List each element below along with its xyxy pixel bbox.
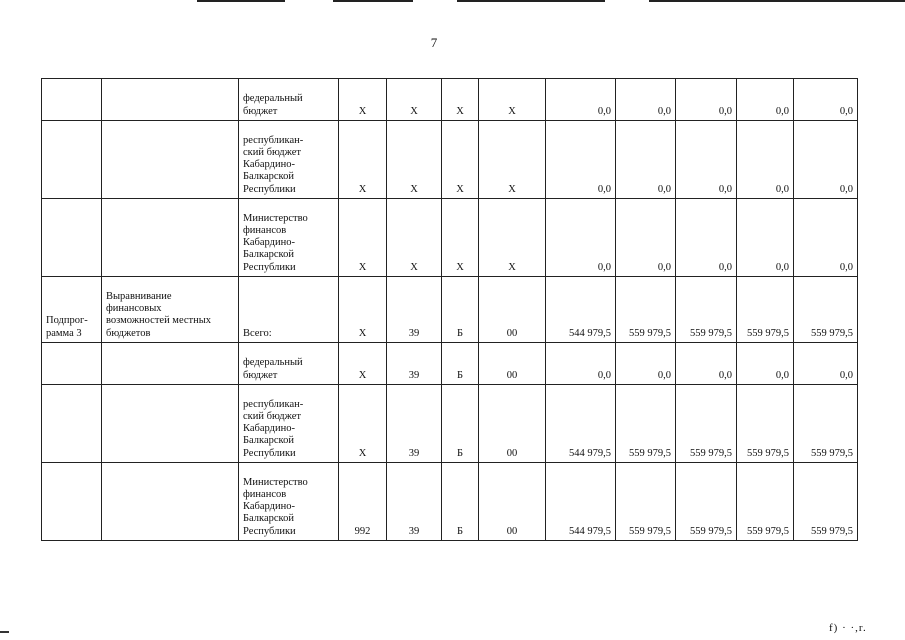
cell-code [42, 343, 102, 385]
cell-year-3: 559 979,5 [676, 385, 737, 463]
top-rule-1 [197, 0, 285, 2]
cell-title [102, 385, 239, 463]
cell-year-3: 0,0 [676, 343, 737, 385]
cell-year-5: 0,0 [794, 121, 858, 199]
cell-grbs: Х [339, 79, 387, 121]
cell-source: Министерство финансов Кабардино- Балкарской Республики [239, 199, 339, 277]
cell-grbs: Х [339, 121, 387, 199]
cell-source: федеральный бюджет [239, 79, 339, 121]
table-row [42, 463, 858, 541]
cell-year-3: 0,0 [676, 121, 737, 199]
cell-year-2: 559 979,5 [616, 277, 676, 343]
cell-year-1: 0,0 [546, 199, 616, 277]
page-number: 7 [430, 35, 438, 50]
table-row [42, 121, 858, 199]
cell-title [102, 463, 239, 541]
cell-title: Выравнивание финансовых возможностей местных бюджетов [102, 277, 239, 343]
cell-year-4: 0,0 [737, 79, 794, 121]
cell-title [102, 121, 239, 199]
cell-csr: 00 [479, 277, 546, 343]
cell-year-1: 0,0 [546, 343, 616, 385]
cell-rz: 39 [387, 343, 442, 385]
cell-year-2: 559 979,5 [616, 463, 676, 541]
cell-code [42, 121, 102, 199]
cell-year-4: 559 979,5 [737, 277, 794, 343]
cell-year-3: 0,0 [676, 79, 737, 121]
cell-pr: Х [442, 199, 479, 277]
table-row [42, 199, 858, 277]
cell-year-4: 0,0 [737, 343, 794, 385]
footer-mark: f) · ·,r. [829, 622, 867, 634]
cell-year-4: 559 979,5 [737, 463, 794, 541]
cell-year-4: 0,0 [737, 121, 794, 199]
cell-grbs: 992 [339, 463, 387, 541]
cell-year-5: 559 979,5 [794, 463, 858, 541]
cell-title [102, 79, 239, 121]
table-row [42, 385, 858, 463]
cell-year-5: 559 979,5 [794, 385, 858, 463]
cell-year-1: 544 979,5 [546, 277, 616, 343]
cell-code: Подпрог- рамма 3 [42, 277, 102, 343]
cell-year-1: 544 979,5 [546, 463, 616, 541]
cell-rz: Х [387, 79, 442, 121]
cell-csr: 00 [479, 463, 546, 541]
cell-csr: Х [479, 79, 546, 121]
cell-year-2: 0,0 [616, 199, 676, 277]
cell-year-3: 0,0 [676, 199, 737, 277]
cell-title [102, 199, 239, 277]
cell-year-1: 544 979,5 [546, 385, 616, 463]
cell-rz: 39 [387, 277, 442, 343]
cell-year-2: 559 979,5 [616, 385, 676, 463]
cell-year-2: 0,0 [616, 343, 676, 385]
top-rule-3 [457, 0, 605, 2]
cell-year-4: 0,0 [737, 199, 794, 277]
cell-pr: Б [442, 385, 479, 463]
cell-pr: Б [442, 463, 479, 541]
cell-pr: Б [442, 343, 479, 385]
cell-rz: Х [387, 199, 442, 277]
cell-year-2: 0,0 [616, 121, 676, 199]
cell-pr: Х [442, 121, 479, 199]
cell-pr: Б [442, 277, 479, 343]
cell-rz: 39 [387, 385, 442, 463]
cell-csr: 00 [479, 385, 546, 463]
cell-rz: 39 [387, 463, 442, 541]
table-row [42, 343, 858, 385]
cell-year-4: 559 979,5 [737, 385, 794, 463]
cell-year-2: 0,0 [616, 79, 676, 121]
cell-rz: Х [387, 121, 442, 199]
cell-year-3: 559 979,5 [676, 277, 737, 343]
table-row [42, 277, 858, 343]
cell-source: федеральный бюджет [239, 343, 339, 385]
corner-mark [0, 631, 9, 633]
cell-code [42, 199, 102, 277]
cell-grbs: Х [339, 199, 387, 277]
cell-source: Всего: [239, 277, 339, 343]
cell-csr: Х [479, 121, 546, 199]
cell-code [42, 79, 102, 121]
top-rule-2 [333, 0, 413, 2]
cell-csr: Х [479, 199, 546, 277]
table-body [42, 79, 858, 541]
cell-code [42, 385, 102, 463]
budget-table [41, 78, 858, 541]
cell-pr: Х [442, 79, 479, 121]
cell-source: Министерство финансов Кабардино- Балкарской Республики [239, 463, 339, 541]
cell-csr: 00 [479, 343, 546, 385]
cell-code [42, 463, 102, 541]
cell-year-3: 559 979,5 [676, 463, 737, 541]
cell-grbs: Х [339, 343, 387, 385]
cell-year-5: 559 979,5 [794, 277, 858, 343]
cell-year-1: 0,0 [546, 79, 616, 121]
cell-year-5: 0,0 [794, 343, 858, 385]
cell-source: республикан- ский бюджет Кабардино- Балкарской Республики [239, 121, 339, 199]
cell-source: республикан- ский бюджет Кабардино- Балкарской Республики [239, 385, 339, 463]
cell-grbs: Х [339, 385, 387, 463]
cell-year-5: 0,0 [794, 199, 858, 277]
cell-title [102, 343, 239, 385]
cell-year-1: 0,0 [546, 121, 616, 199]
cell-year-5: 0,0 [794, 79, 858, 121]
top-rule-4 [649, 0, 905, 2]
cell-grbs: Х [339, 277, 387, 343]
table-row [42, 79, 858, 121]
